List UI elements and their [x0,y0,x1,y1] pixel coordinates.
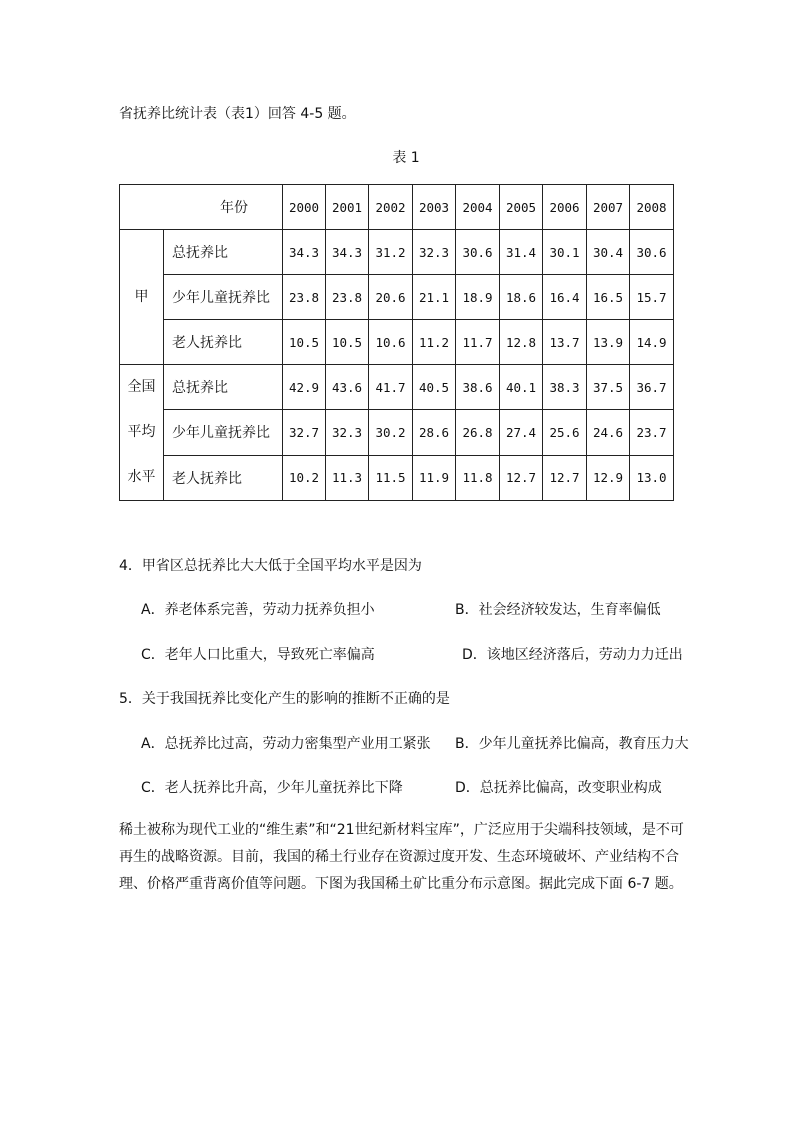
value-cell: 36.7 [630,365,674,410]
value-cell: 11.9 [413,455,456,500]
value-cell: 10.5 [326,320,369,365]
table-caption: 表 1 [392,150,420,166]
question-5-option-d: D．总抚养比偏高，改变职业构成 [455,780,662,796]
value-cell: 25.6 [543,410,587,455]
value-cell: 11.7 [456,320,500,365]
table-row [120,320,674,365]
table-row [120,410,674,455]
value-cell: 31.2 [369,230,413,275]
value-cell: 31.4 [500,230,543,275]
year-header-cell: 2004 [456,185,500,230]
value-cell: 32.3 [413,230,456,275]
question-5-option-c: C．老人抚养比升高，少年儿童抚养比下降 [141,780,403,796]
value-cell: 11.8 [456,455,500,500]
value-cell: 28.6 [413,410,456,455]
value-cell: 10.2 [283,455,326,500]
passage-rare-earth: 稀土被称为现代工业的“维生素”和“21世纪新材料宝库”，广泛应用于尖端科技领域，是不可再生的战略资源。目前，我国的稀土行业存在资源过度开发、生态环境破坏、产业结构不合理、价格严重背离价值等问题。下图为我国稀土矿比重分布示意图。据此完成下面 6-7 题。 [119,822,684,892]
value-cell: 13.7 [543,320,587,365]
value-cell: 11.2 [413,320,456,365]
value-cell: 38.3 [543,365,587,410]
header-label-cell: 年份 [120,185,283,230]
region-label: 全国 [127,379,156,395]
value-cell: 11.3 [326,455,369,500]
year-header-cell: 2007 [587,185,630,230]
value-cell: 40.1 [500,365,543,410]
value-cell: 16.4 [543,275,587,320]
table-row [120,275,674,320]
value-cell: 10.6 [369,320,413,365]
dependency-ratio-table [119,184,674,501]
value-cell: 15.7 [630,275,674,320]
value-cell: 18.9 [456,275,500,320]
value-cell: 14.9 [630,320,674,365]
value-cell: 30.6 [630,230,674,275]
value-cell: 27.4 [500,410,543,455]
year-header-cell: 2008 [630,185,674,230]
intro-text: 省抚养比统计表（表1）回答 4-5 题。 [119,106,356,122]
value-cell: 12.7 [500,455,543,500]
row-label-cell: 总抚养比 [164,230,283,275]
value-cell: 32.3 [326,410,369,455]
value-cell: 34.3 [326,230,369,275]
value-cell: 30.2 [369,410,413,455]
question-5-option-a: A．总抚养比过高，劳动力密集型产业用工紧张 [141,736,431,752]
value-cell: 26.8 [456,410,500,455]
value-cell: 16.5 [587,275,630,320]
value-cell: 13.9 [587,320,630,365]
value-cell: 30.4 [587,230,630,275]
question-4-option-a: A．养老体系完善，劳动力抚养负担小 [141,602,375,618]
region-label: 甲 [134,288,149,305]
table-header-row [120,185,674,230]
value-cell: 40.5 [413,365,456,410]
table-row [120,365,674,410]
value-cell: 23.8 [283,275,326,320]
table-row [120,230,674,275]
value-cell: 42.9 [283,365,326,410]
region-label: 平均 [127,424,156,440]
value-cell: 34.3 [283,230,326,275]
table-row [120,455,674,500]
region-cell [120,365,164,501]
row-label-cell: 少年儿童抚养比 [164,275,283,320]
value-cell: 43.6 [326,365,369,410]
value-cell: 10.5 [283,320,326,365]
value-cell: 23.8 [326,275,369,320]
value-cell: 30.6 [456,230,500,275]
year-header-cell: 2002 [369,185,413,230]
question-4-option-b: B．社会经济较发达，生育率偏低 [455,602,661,618]
value-cell: 12.9 [587,455,630,500]
value-cell: 18.6 [500,275,543,320]
value-cell: 13.0 [630,455,674,500]
region-label: 水平 [127,469,156,485]
region-cell [120,230,164,365]
value-cell: 30.1 [543,230,587,275]
value-cell: 37.5 [587,365,630,410]
year-header-cell: 2001 [326,185,369,230]
year-header-cell: 2000 [283,185,326,230]
year-header-cell: 2003 [413,185,456,230]
year-header-cell: 2005 [500,185,543,230]
value-cell: 11.5 [369,455,413,500]
question-4-option-c: C．老年人口比重大，导致死亡率偏高 [141,647,375,663]
row-label-cell: 老人抚养比 [164,455,283,500]
question-5-option-b: B．少年儿童抚养比偏高，教育压力大 [455,736,689,752]
question-4-option-d: D．该地区经济落后，劳动力力迁出 [462,647,683,663]
question-4-stem: 4．甲省区总抚养比大大低于全国平均水平是因为 [119,558,422,574]
value-cell: 41.7 [369,365,413,410]
value-cell: 32.7 [283,410,326,455]
value-cell: 12.7 [543,455,587,500]
year-header-cell: 2006 [543,185,587,230]
value-cell: 21.1 [413,275,456,320]
value-cell: 24.6 [587,410,630,455]
row-label-cell: 老人抚养比 [164,320,283,365]
question-5-stem: 5．关于我国抚养比变化产生的影响的推断不正确的是 [119,691,450,707]
value-cell: 38.6 [456,365,500,410]
row-label-cell: 总抚养比 [164,365,283,410]
value-cell: 20.6 [369,275,413,320]
row-label-cell: 少年儿童抚养比 [164,410,283,455]
value-cell: 12.8 [500,320,543,365]
value-cell: 23.7 [630,410,674,455]
